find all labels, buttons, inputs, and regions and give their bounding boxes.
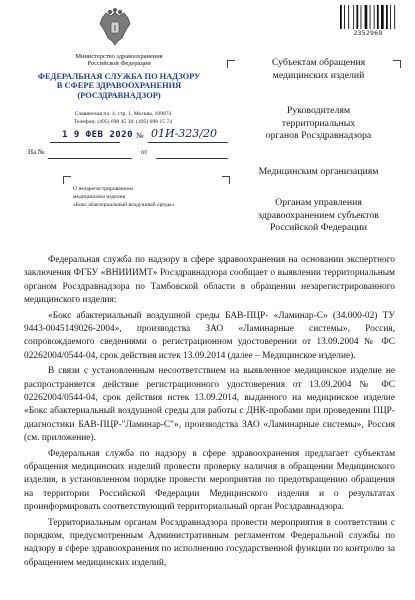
ministry-name [8,53,230,68]
ministry-line-1: Министерство здравоохранения [75,53,163,60]
addressee-line: Руководителям [286,105,351,116]
addressee-bracket-left [227,60,235,68]
registration-number-handwritten: 01И-323/20 [151,127,218,140]
ministry-line-2: Российской Федерации [87,60,151,68]
phone-line: Телефон: (495) 698 45 38; (495) 698 15 74 [73,118,173,125]
subject-line: «Бокс абактериальный воздушный среды» [73,201,175,208]
addressee-block-4 [236,197,401,235]
address-line: Славянская пл. 4, стр. 1, Москва, 109074 [74,111,172,117]
barcode-number: 2352969 [353,29,383,37]
addressee-block-2 [236,105,401,143]
service-line-1: ФЕДЕРАЛЬНАЯ СЛУЖБА ПО НАДЗОРУ [37,72,201,81]
addressee-line: Российской Федерации [270,222,367,234]
body-paragraph: Территориальным органам Росздравнадзора провести мероприятия в соответствии с порядком, предусмотренным Административным регламентом Федеральной службы по надзору в сфере здравоохранения по исполнению государственной функции по контролю за обращением медицинских изделий, [24,517,395,568]
subject-bracket-left [63,176,71,184]
from-label: от [141,148,148,156]
date-underline [50,142,120,143]
addressee-line: медицинских изделий [272,69,365,81]
body-paragraph: В связи с установленным несоответствием на выявленное медицинское изделие не распространяется действие регистрационного удостоверения от 13.09.2004 № ФС 02262004/0544-04, срок действия истек 13.09.2014, выданного на медицинское изделие «Бокс абактериальный воздушной среды для работы с ДНК-пробами при проведении ПЦР-диагностики БАВ-ПЦР-"Ламинар-С"», производства ЗАО «Ламинарные системы», Россия (см. приложение). [24,366,395,444]
coat-of-arms-emblem-icon [98,8,132,48]
subject-line: медицинском изделии [73,193,126,200]
barcode-icon [339,5,397,29]
number-label: № [136,131,144,140]
registration-row [50,129,230,143]
body-paragraph: «Бокс абактериальный воздушной среды БАВ-ПЦР- «Ламинар-С» (34.000-02) ТУ 9443-0045149026-2004», производства ЗАО «Ламинарные системы», Россия, сопровождаемого сведениями о регистрационном удостоверении от 13.09.2004 № ФС 02262004/0544-04, срок действия истек 13.09.2014 (далее – Медицинское изделие). [24,310,395,361]
addressee-line: Субъектам обращения [271,57,366,68]
addressee-line: Медицинским организациям [258,166,379,177]
reference-number-underline [48,158,132,159]
addressee-line: Органам управления [275,197,362,208]
body-paragraph: Федеральная служба по надзору в сфере здравоохранения предлагает субъектам обращения медицинских изделий провести проверку наличия в обращении Медицинского изделия, в установленном порядке провести мероприятия по предотвращению обращения на территории Российской Федерации Медицинского изделия и о результатах проинформировать соответствующий территориальный орган Росздравнадзора. [24,448,395,513]
addressee-block-1 [236,57,401,82]
registration-date: 1 9 ФЕВ 2020 [62,130,134,140]
service-line-3: (РОСЗДРАВНАДЗОР) [77,90,161,100]
sender-address [38,111,208,127]
addressee-line: здравоохранением субъектов [258,209,379,221]
reference-date-underline [156,158,228,159]
on-number-label: На № [28,148,45,156]
reference-row [28,148,228,160]
addressee-line: территориальных [281,117,356,129]
service-line-2: В СФЕРЕ ЗДРАВООХРАНЕНИЯ [56,81,182,91]
letter-body [24,254,395,572]
service-name [8,72,230,100]
body-paragraph: Федеральная служба по надзору в сфере здравоохранения на основании экспертного заключения ФГБУ «ВНИИИМТ» Росздравнадзора сообщает о выявлении территориальным органом Росздравнадзора по Тамбовской области в обращении незарегистрированного медицинского изделия: [24,255,395,306]
subject-bracket-right [222,176,230,184]
number-underline [148,142,228,143]
addressee-block-3 [236,166,401,179]
subject-line: О незарегистрированном [73,186,133,192]
letter-subject [73,186,213,210]
addressee-line: органов Росздравнадзора [265,130,372,142]
